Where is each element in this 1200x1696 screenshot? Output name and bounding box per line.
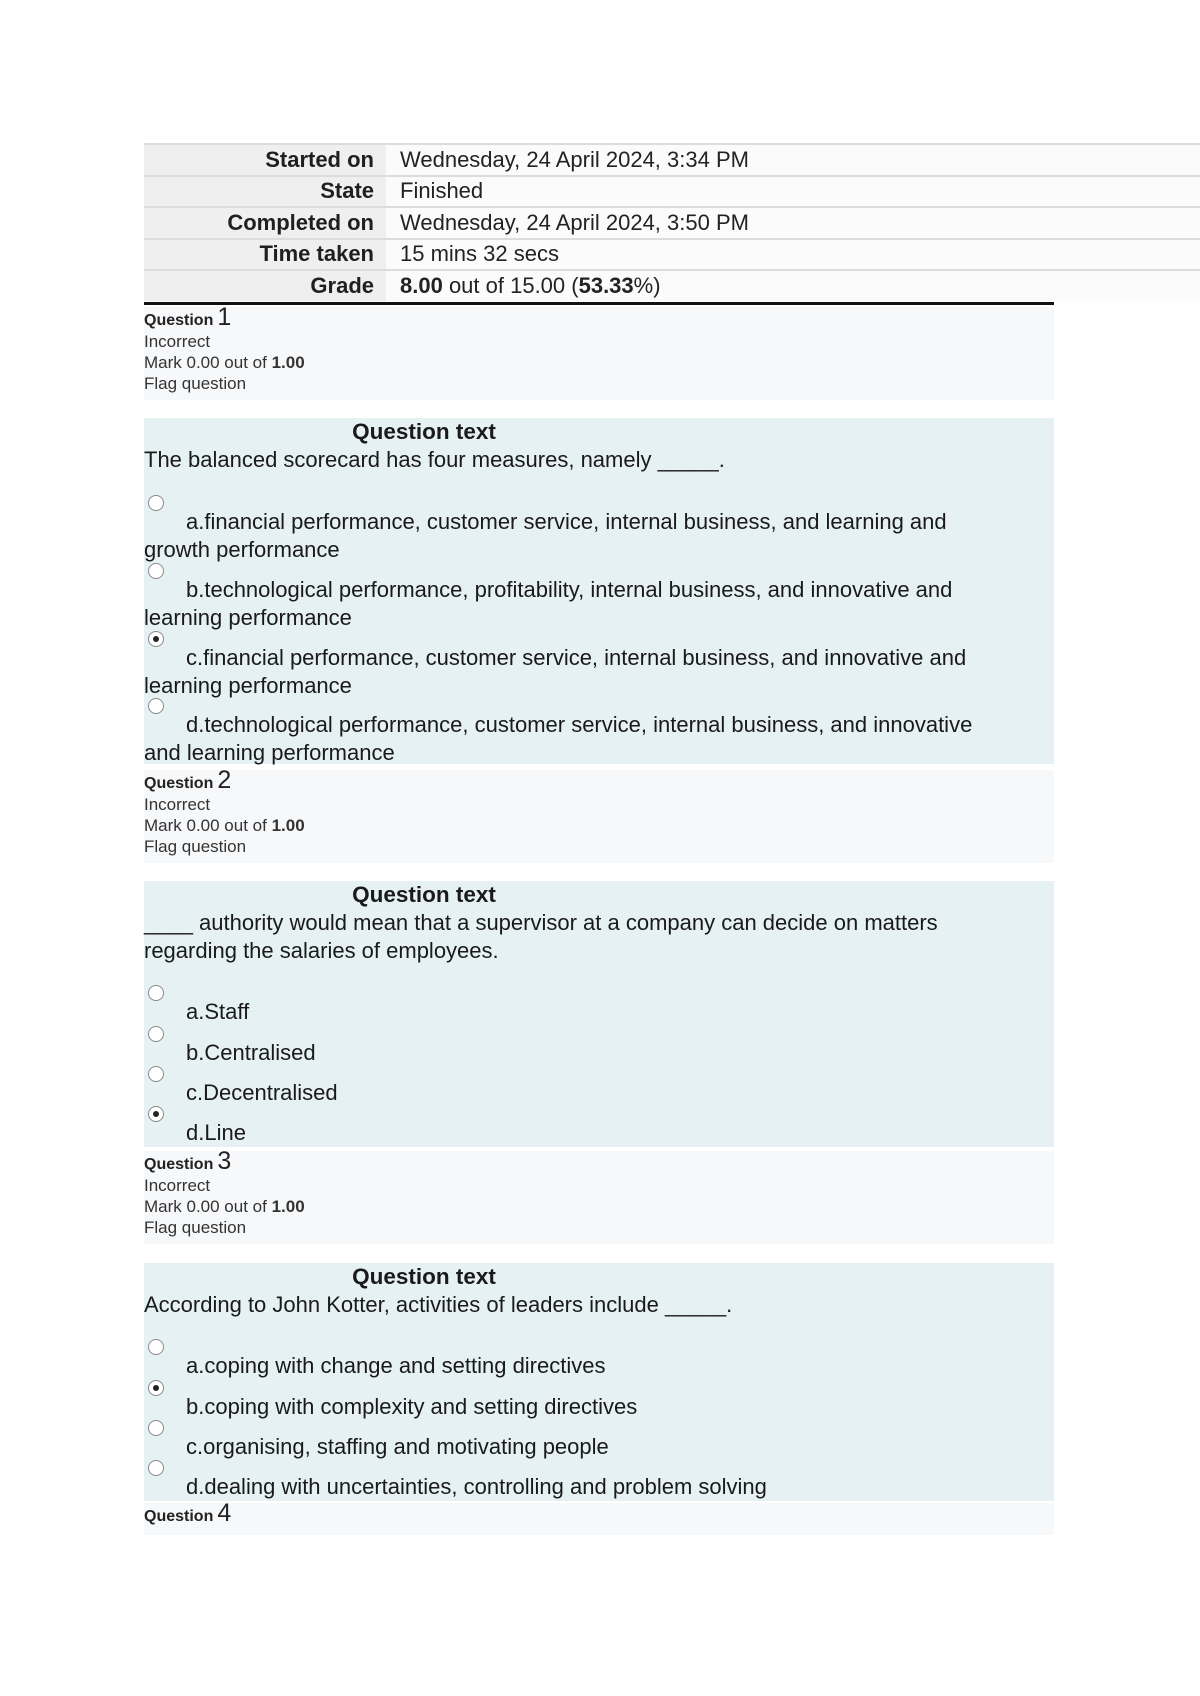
state-value: Finished — [386, 176, 1200, 208]
q3-option-b-radio[interactable] — [148, 1380, 164, 1396]
q2-option-d-label[interactable]: d.Line — [186, 1120, 246, 1145]
question-1-mark: Mark 0.00 out of 1.00 — [144, 353, 305, 372]
question-2-state: Incorrect — [144, 795, 211, 814]
grade-label: Grade — [144, 270, 386, 301]
question-3-number: Question 3 — [144, 1147, 232, 1175]
q3-option-a-label[interactable]: a.coping with change and setting directives — [186, 1353, 606, 1378]
question-4-info — [144, 1499, 1054, 1535]
question-3-info — [144, 1147, 1054, 1244]
grade-value — [386, 270, 1200, 301]
summary-row-time — [144, 239, 1200, 271]
started-on-value: Wednesday, 24 April 2024, 3:34 PM — [386, 144, 1200, 176]
question-2-number: Question 2 — [144, 766, 232, 794]
question-3-state: Incorrect — [144, 1176, 211, 1195]
question-3-content — [144, 1263, 1054, 1501]
state-label: State — [144, 176, 386, 208]
time-taken-value: 15 mins 32 secs — [386, 239, 1200, 271]
q1-option-b-label[interactable]: b.technological performance, profitability, internal business, and innovative and learning performance — [144, 577, 953, 630]
q3-option-c-radio[interactable] — [148, 1420, 164, 1436]
q1-option-a-label[interactable]: a.financial performance, customer service, internal business, and learning and growth performance — [144, 509, 947, 562]
q3-option-b-label[interactable]: b.coping with complexity and setting directives — [186, 1394, 638, 1419]
q3-option-d-label[interactable]: d.dealing with uncertainties, controlling and problem solving — [186, 1474, 767, 1499]
question-3-mark: Mark 0.00 out of 1.00 — [144, 1197, 305, 1216]
question-2-text-heading: Question text — [352, 882, 496, 907]
question-1-state: Incorrect — [144, 332, 211, 351]
q3-option-d-radio[interactable] — [148, 1460, 164, 1476]
question-2-content — [144, 881, 1054, 1147]
question-3-text: According to John Kotter, activities of leaders include _____. — [144, 1292, 733, 1317]
completed-on-label: Completed on — [144, 207, 386, 239]
q1-option-c-label[interactable]: c.financial performance, customer service, internal business, and innovative and learning performance — [144, 645, 967, 698]
flag-question-1-link[interactable]: Flag question — [144, 374, 247, 393]
summary-row-started — [144, 144, 1200, 176]
question-1-text-heading: Question text — [352, 419, 496, 444]
time-taken-label: Time taken — [144, 239, 386, 271]
q2-option-c-label[interactable]: c.Decentralised — [186, 1080, 338, 1105]
summary-divider — [144, 302, 1054, 305]
grade-points: 8.00 — [400, 272, 443, 298]
question-1-text: The balanced scorecard has four measures, namely _____. — [144, 447, 725, 472]
question-1-content — [144, 418, 1054, 764]
q2-option-c-radio[interactable] — [148, 1066, 164, 1082]
q2-option-a-radio[interactable] — [148, 985, 164, 1001]
question-3-text-heading: Question text — [352, 1264, 496, 1289]
grade-close: %) — [633, 272, 661, 298]
summary-row-grade — [144, 270, 1200, 301]
question-4-number: Question 4 — [144, 1499, 232, 1527]
q2-option-b-radio[interactable] — [148, 1026, 164, 1042]
q2-option-d-radio[interactable] — [148, 1106, 164, 1122]
summary-row-state — [144, 176, 1200, 208]
summary-row-completed — [144, 207, 1200, 239]
question-2-mark: Mark 0.00 out of 1.00 — [144, 816, 305, 835]
q3-option-c-label[interactable]: c.organising, staffing and motivating people — [186, 1434, 609, 1459]
question-1-number: Question 1 — [144, 303, 232, 331]
completed-on-value: Wednesday, 24 April 2024, 3:50 PM — [386, 207, 1200, 239]
q1-option-d-label[interactable]: d.technological performance, customer service, internal business, and innovative and learning performance — [144, 712, 973, 765]
question-2-text: ____ authority would mean that a supervisor at a company can decide on matters regarding the salaries of employees. — [144, 910, 938, 963]
grade-out-of: out of 15.00 ( — [442, 272, 579, 298]
q3-option-a-radio[interactable] — [148, 1339, 164, 1355]
flag-question-3-link[interactable]: Flag question — [144, 1218, 247, 1237]
q2-option-a-label[interactable]: a.Staff — [186, 999, 250, 1024]
question-2-info — [144, 766, 1054, 863]
flag-question-2-link[interactable]: Flag question — [144, 837, 247, 856]
started-on-label: Started on — [144, 144, 386, 176]
grade-percent: 53.33 — [578, 272, 634, 298]
question-1-info — [144, 303, 1054, 400]
attempt-summary-table — [144, 143, 1200, 301]
q2-option-b-label[interactable]: b.Centralised — [186, 1040, 316, 1065]
